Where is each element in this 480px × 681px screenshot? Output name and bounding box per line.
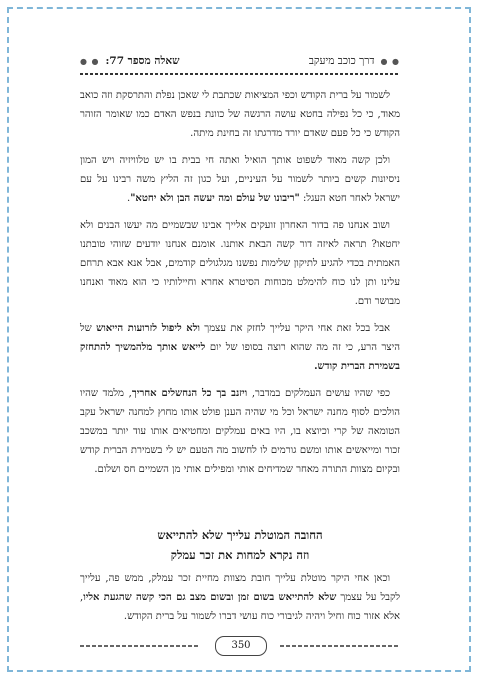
body-paragraph	[80, 151, 400, 208]
text-run: לשמור על ברית הקודש וכפי המציאות שכתבת לי שאכן נפלת והתרסקת וזה כואב מאוד, כי כל נפילה בחטא עושה הרגשה של כוונת בנפש האדם כמו שאומר הזוהר הקודש כי כל פעם שאדם יורד מדרגתו זה בחינת מיתה.	[80, 90, 400, 139]
emphasized-text: לייאש אותך מלהמשיך להתחזק בשמירת הברית קודש.	[80, 342, 400, 372]
body-paragraph	[80, 216, 400, 311]
text-run: של היצר הרע, כי זה מה שהוא רוצה בסופו של יום	[80, 323, 401, 353]
question-label-group	[80, 55, 180, 67]
emphasized-text: "ריבונו של עולם ומה יעשה הבן ולא יחטא"	[130, 193, 300, 204]
section-heading-line-2: וזה נקרא למחות את זכר עמלק	[170, 548, 310, 562]
body-paragraph	[80, 319, 400, 376]
page-footer	[80, 636, 400, 656]
header-rule	[80, 73, 400, 75]
page-number: 350	[215, 636, 267, 656]
text-run: , אלא אזור כוח וחיל ויהיה לגיבורי כוח עושי דברו לשמור על ברית הקודש.	[80, 592, 400, 622]
book-title: דרך כוכב מיעקב	[308, 55, 375, 67]
decorative-dots: ● ●	[80, 56, 100, 66]
text-run: אבל בכל זאת אחי היקר עלייך לחזק את עצמך	[199, 323, 391, 334]
text-run: ולכן קשה מאוד לשפוט אותך הואיל ואתה חי בבית בו יש טלוויזיה ויש המון ניסיונות קשים ביותר לשמור על העיניים, ועל כגון זה הליץ משה רבינו על עם ישראל לאחר חטא העגל:	[80, 155, 400, 204]
book-title-group	[309, 55, 400, 67]
text-run: כפי שהיו עושים העמלקים במדבר,	[247, 388, 390, 399]
emphasized-text: ולא ליפול לזרועות הייאוש	[96, 323, 200, 334]
footer-rule-right	[280, 645, 400, 647]
footer-rule-left	[80, 645, 200, 647]
body-paragraph	[80, 86, 400, 143]
body-paragraph	[80, 384, 400, 479]
question-label: שאלה מספר 77:	[105, 55, 180, 67]
text-run: וכאן אחי היקר מוטלת עלייך חובת מצוות מחיית זכר עמלק, ממש פה, עלייך לקבל על עצמך	[80, 573, 400, 603]
text-run: ושוב אנחנו פה בדור האחרון זועקים אלייך אבינו שבשמיים מה יעשו הבנים ולא יחטאו? תראה לאיזה דור קשה הבאת אותנו. אומנם אנחנו יודעים שזוהי טובתנו האמתית בכדי להגיע לתיקון שלימות נפשנו מגלגולים קודמים, אבל אנא אבא תרחם עלינו ותן לנו כוח להימלט מכוחות הסיטרא אחרא וחיילותיו כי הוא מאוד ואנחנו מבושר ודם.	[80, 220, 400, 307]
closing-paragraph	[80, 569, 400, 626]
section-heading	[80, 525, 400, 565]
running-header	[80, 50, 400, 72]
text-run: , מלמד שהיו הולכים לסוף מחנה ישראל וכל מי שהיה הענן פולט אותו מחוץ למחנה ישראל עקב הטומאה של קרי וכיוצא בו, היו באים עמלקים ומחטיאים אותו עוד יותר במשכב זכור ומייאשים אותו ומשם גורמים לו לחשוב מה הטעם יש לי בשמירת הברית קודש ובקיום מצוות התורה מאחר שמדיחים אותי ומפילים אותי מן השמיים חס ושלום.	[80, 388, 400, 475]
text-run: .	[127, 193, 131, 204]
decorative-dots: ● ●	[380, 56, 400, 66]
closing-text	[80, 569, 400, 626]
emphasized-text: שלא להתייאש בשום זמן ובשום מצב גם הכי קשה שהגעת אליו	[83, 592, 337, 603]
main-text	[80, 86, 400, 487]
emphasized-text: ויזנב בך כל הנחשלים אחריך	[131, 388, 248, 399]
section-heading-line-1: החובה המוטלת עלייך שלא להתייאש	[157, 528, 323, 542]
